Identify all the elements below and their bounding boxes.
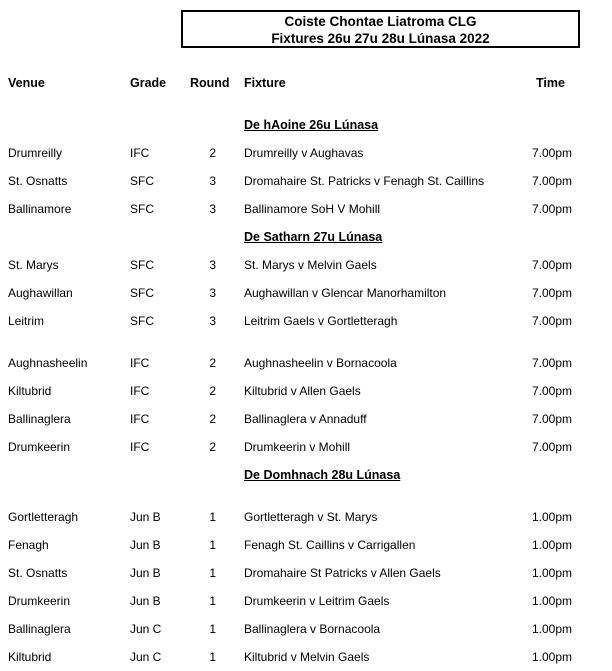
fixture-time: 7.00pm <box>531 286 572 300</box>
fixture-time: 7.00pm <box>531 202 572 216</box>
fixture-venue: Drumreilly <box>8 146 62 160</box>
fixture-match: Kiltubrid v Allen Gaels <box>244 384 361 398</box>
fixture-time: 1.00pm <box>531 566 572 580</box>
fixture-grade: Jun B <box>130 566 161 580</box>
fixture-venue: Aughnasheelin <box>8 356 88 370</box>
header-grade: Grade <box>130 76 167 90</box>
document-title: Coiste Chontae Liatroma CLG <box>284 14 477 29</box>
fixture-venue: Kiltubrid <box>8 650 52 664</box>
fixture-grade: Jun B <box>130 538 161 552</box>
fixture-time: 7.00pm <box>531 258 572 272</box>
fixture-match: Ballinamore SoH V Mohill <box>244 202 381 216</box>
fixture-time: 1.00pm <box>531 594 572 608</box>
day-heading-sunday: De Domhnach 28u Lúnasa <box>244 468 401 482</box>
fixture-round: 2 <box>209 440 216 454</box>
fixture-time: 7.00pm <box>531 174 572 188</box>
fixture-round: 3 <box>209 286 216 300</box>
fixture-round: 3 <box>209 174 216 188</box>
fixture-grade: SFC <box>130 314 154 328</box>
fixture-venue: Drumkeerin <box>8 594 71 608</box>
fixture-venue: Leitrim <box>8 314 45 328</box>
fixture-time: 1.00pm <box>531 538 572 552</box>
fixture-round: 3 <box>209 258 216 272</box>
fixture-round: 2 <box>209 412 216 426</box>
fixture-grade: IFC <box>130 356 150 370</box>
fixture-venue: Fenagh <box>8 538 49 552</box>
fixture-match: Ballinaglera v Annaduff <box>244 412 367 426</box>
fixture-round: 1 <box>209 622 216 636</box>
fixture-match: Drumreilly v Aughavas <box>244 146 364 160</box>
fixture-grade: Jun C <box>130 622 162 636</box>
fixture-grade: Jun C <box>130 650 162 664</box>
fixture-grade: SFC <box>130 202 154 216</box>
fixture-time: 7.00pm <box>531 314 572 328</box>
fixture-grade: IFC <box>130 440 150 454</box>
fixture-venue: St. Osnatts <box>8 174 68 188</box>
fixture-venue: Gortletteragh <box>8 510 79 524</box>
day-heading-friday: De hAoine 26u Lúnasa <box>244 118 379 132</box>
header-time: Time <box>536 76 565 90</box>
fixture-time: 7.00pm <box>531 412 572 426</box>
header-venue: Venue <box>8 76 45 90</box>
fixture-grade: SFC <box>130 174 154 188</box>
fixture-match: Fenagh St. Caillins v Carrigallen <box>244 538 416 552</box>
fixture-time: 1.00pm <box>531 622 572 636</box>
fixture-grade: Jun B <box>130 510 161 524</box>
fixture-match: Aughawillan v Glencar Manorhamilton <box>244 286 447 300</box>
fixture-match: Drumkeerin v Mohill <box>244 440 351 454</box>
fixture-match: Leitrim Gaels v Gortletteragh <box>244 314 398 328</box>
fixture-time: 7.00pm <box>531 384 572 398</box>
fixture-time: 7.00pm <box>531 440 572 454</box>
fixture-venue: Kiltubrid <box>8 384 52 398</box>
fixture-grade: IFC <box>130 146 150 160</box>
fixture-grade: Jun B <box>130 594 161 608</box>
fixture-time: 1.00pm <box>531 510 572 524</box>
fixture-round: 1 <box>209 566 216 580</box>
document-title-box <box>181 10 580 48</box>
fixture-match: Ballinaglera v Bornacoola <box>244 622 381 636</box>
fixture-round: 3 <box>209 314 216 328</box>
fixture-round: 1 <box>209 510 216 524</box>
fixture-venue: Aughawillan <box>8 286 73 300</box>
document-subtitle: Fixtures 26u 27u 28u Lúnasa 2022 <box>271 31 490 46</box>
fixture-grade: SFC <box>130 258 154 272</box>
fixture-venue: Ballinaglera <box>8 622 71 636</box>
fixture-match: Dromahaire St. Patricks v Fenagh St. Caillins <box>244 174 485 188</box>
fixture-grade: IFC <box>130 412 150 426</box>
fixture-round: 1 <box>209 594 216 608</box>
fixture-match: Drumkeerin v Leitrim Gaels <box>244 594 390 608</box>
fixture-grade: SFC <box>130 286 154 300</box>
fixture-venue: St. Marys <box>8 258 59 272</box>
fixture-time: 7.00pm <box>531 146 572 160</box>
fixture-round: 1 <box>209 538 216 552</box>
fixture-time: 1.00pm <box>531 650 572 664</box>
fixture-round: 3 <box>209 202 216 216</box>
header-round: Round <box>190 76 230 90</box>
fixture-match: Kiltubrid v Melvin Gaels <box>244 650 370 664</box>
fixture-grade: IFC <box>130 384 150 398</box>
fixture-match: Aughnasheelin v Bornacoola <box>244 356 397 370</box>
fixture-venue: Drumkeerin <box>8 440 71 454</box>
header-fixture: Fixture <box>244 76 286 90</box>
fixture-venue: Ballinaglera <box>8 412 71 426</box>
day-heading-saturday: De Satharn 27u Lúnasa <box>244 230 383 244</box>
fixture-venue: St. Osnatts <box>8 566 68 580</box>
fixture-venue: Ballinamore <box>8 202 72 216</box>
fixture-time: 7.00pm <box>531 356 572 370</box>
fixture-match: Gortletteragh v St. Marys <box>244 510 378 524</box>
fixture-round: 1 <box>209 650 216 664</box>
fixture-match: Dromahaire St Patricks v Allen Gaels <box>244 566 441 580</box>
fixture-round: 2 <box>209 146 216 160</box>
fixture-round: 2 <box>209 384 216 398</box>
fixture-match: St. Marys v Melvin Gaels <box>244 258 377 272</box>
fixture-round: 2 <box>209 356 216 370</box>
